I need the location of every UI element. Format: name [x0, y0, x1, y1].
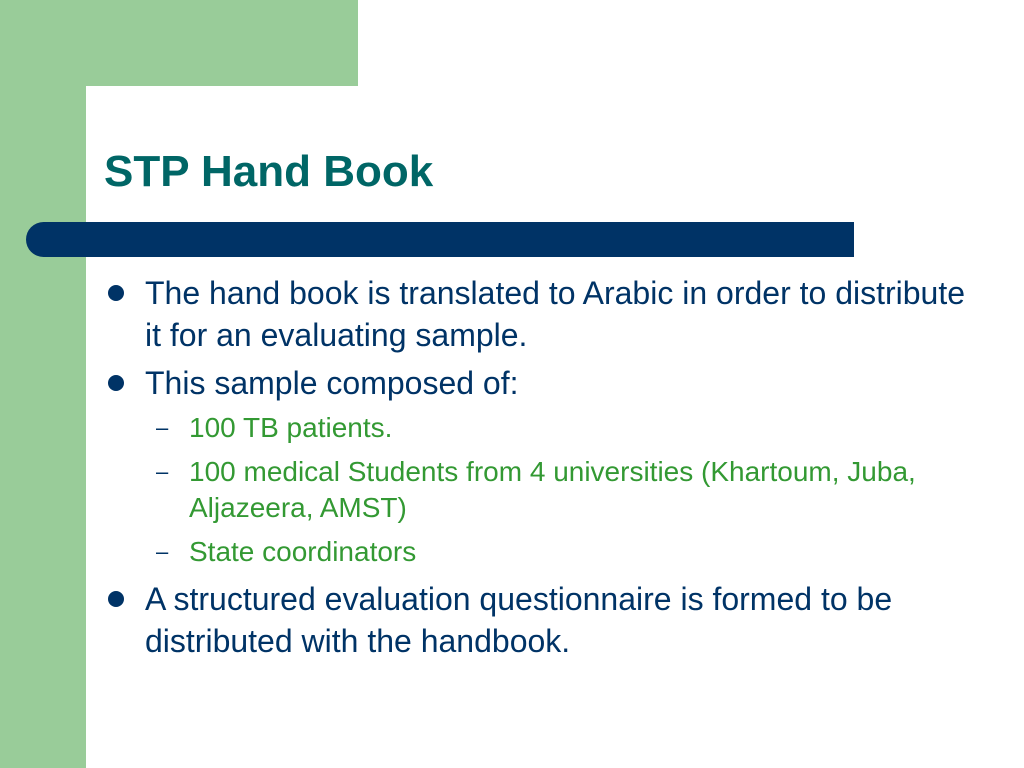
bullet-list: [104, 272, 984, 668]
bullet-dot-icon: [108, 375, 124, 391]
top-green-block: [0, 0, 358, 86]
sub-bullet-text: State coordinators: [189, 536, 417, 567]
dash-icon: –: [156, 415, 169, 440]
bullet-dot-icon: [108, 285, 124, 301]
sub-bullet-list: [104, 410, 984, 570]
bullet-dot-icon: [108, 591, 124, 607]
left-green-bar: [0, 0, 86, 768]
bullet-item: [104, 272, 984, 356]
sub-bullet-item: [104, 454, 984, 526]
bullet-text: A structured evaluation questionnaire is formed to be distributed with the handbook.: [145, 581, 893, 659]
bullet-item: [104, 362, 984, 404]
sub-bullet-text: 100 medical Students from 4 universities (Khartoum, Juba, Aljazeera, AMST): [189, 456, 916, 523]
title-divider-bar: [26, 222, 854, 257]
bullet-text: This sample composed of:: [145, 365, 519, 401]
sub-bullet-text: 100 TB patients.: [189, 412, 393, 443]
slide-title: STP Hand Book: [104, 147, 434, 196]
dash-icon: –: [156, 539, 169, 564]
sub-bullet-item: [104, 410, 984, 446]
dash-icon: –: [156, 459, 169, 484]
sub-bullet-item: [104, 534, 984, 570]
bullet-item: [104, 578, 984, 662]
bullet-text: The hand book is translated to Arabic in order to distribute it for an evaluating sample.: [145, 275, 966, 353]
